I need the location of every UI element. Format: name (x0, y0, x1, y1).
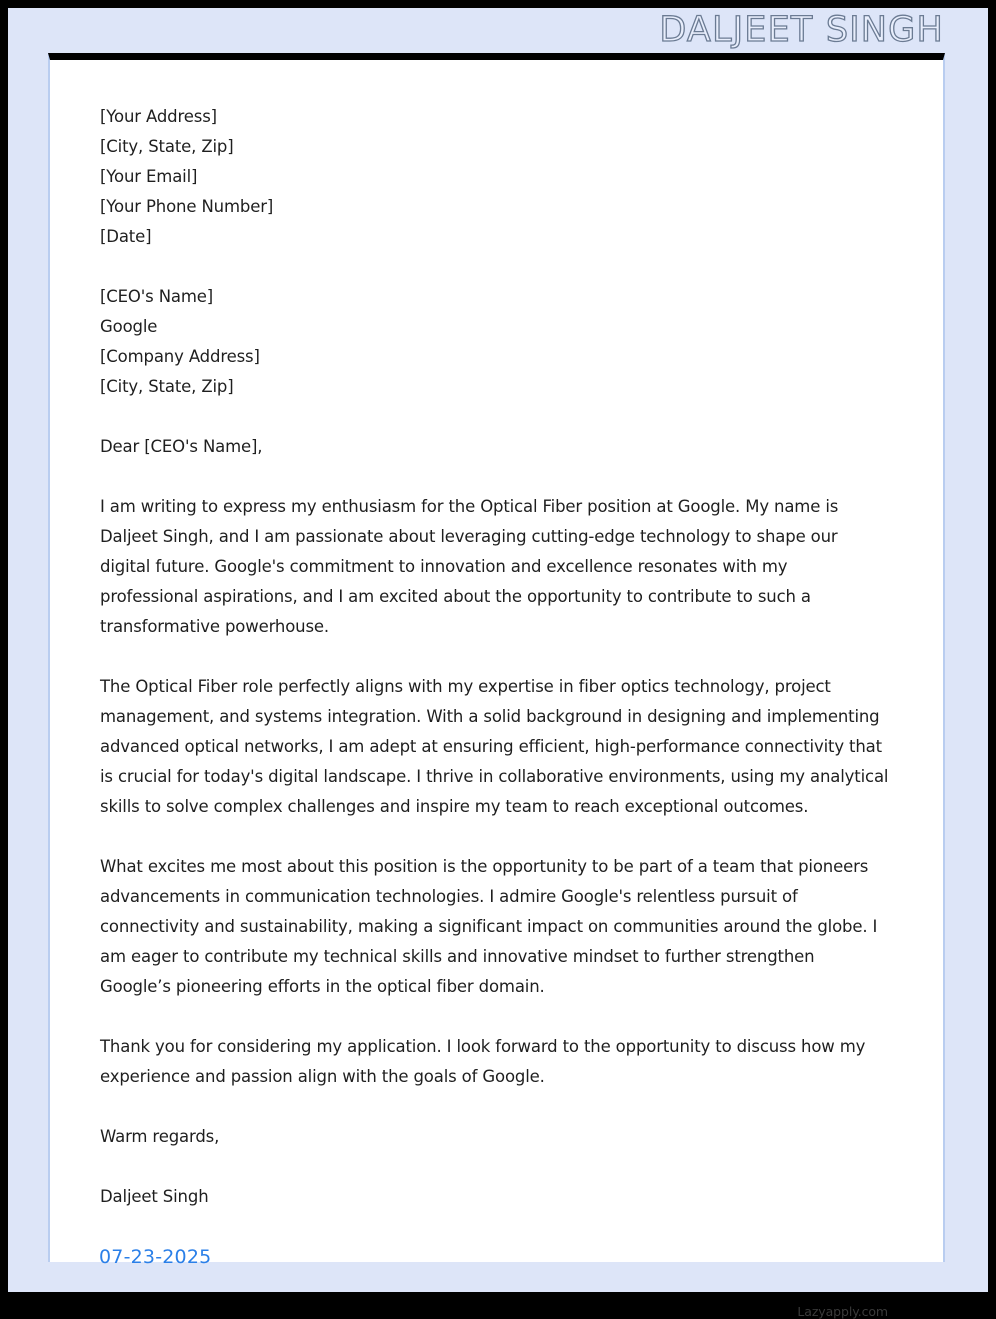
recipient-address-line: [Company Address] (100, 347, 260, 366)
sender-address-line: [Date] (100, 227, 152, 246)
document-header (8, 8, 988, 53)
salutation: Dear [CEO's Name], (100, 437, 263, 456)
date-stamp: 07-23-2025 (99, 1246, 212, 1268)
body-paragraph: The Optical Fiber role perfectly aligns with my expertise in fiber optics technology, project management, and systems integration. With a solid background in designing and implementing advanced optical networks, I am adept at ensuring efficient, high-performance connectivity that is crucial for today's digital landscape. I thrive in collaborative environments, using my analytical skills to solve complex challenges and inspire my team to reach exceptional outcomes. (100, 677, 889, 816)
recipient-address-block (100, 282, 890, 402)
body-paragraph: What excites me most about this position is the opportunity to be part of a team that pioneers advancements in communication technologies. I admire Google's relentless pursuit of connectivity and sustainability, making a significant impact on communities around the globe. I am eager to contribute my technical skills and innovative mindset to further strengthen Google’s pioneering efforts in the optical fiber domain. (100, 857, 878, 996)
recipient-address-line: [CEO's Name] (100, 287, 214, 306)
sender-address-block (100, 102, 890, 252)
signature-name: Daljeet Singh (100, 1187, 209, 1206)
letter-panel (48, 53, 945, 1319)
recipient-address-line: [City, State, Zip] (100, 377, 234, 396)
sender-address-line: [City, State, Zip] (100, 137, 234, 156)
sender-address-line: [Your Phone Number] (100, 197, 274, 216)
body-paragraph: Thank you for considering my application. I look forward to the opportunity to discuss how my experience and passion align with the goals of Google. (100, 1037, 866, 1086)
sign-off: Warm regards, (100, 1127, 220, 1146)
footer-watermark: Lazyapply.com (797, 1304, 888, 1319)
sender-address-line: [Your Address] (100, 107, 217, 126)
body-paragraph: I am writing to express my enthusiasm for the Optical Fiber position at Google. My name is Daljeet Singh, and I am passionate about leveraging cutting-edge technology to shape our digital future. Google's commitment to innovation and excellence resonates with my professional aspirations, and I am excited about the opportunity to contribute to such a transformative powerhouse. (100, 497, 839, 636)
sender-address-line: [Your Email] (100, 167, 198, 186)
page-title: DALJEET SINGH (659, 10, 944, 50)
recipient-address-line: Google (100, 317, 158, 336)
letter-content (100, 102, 890, 1212)
